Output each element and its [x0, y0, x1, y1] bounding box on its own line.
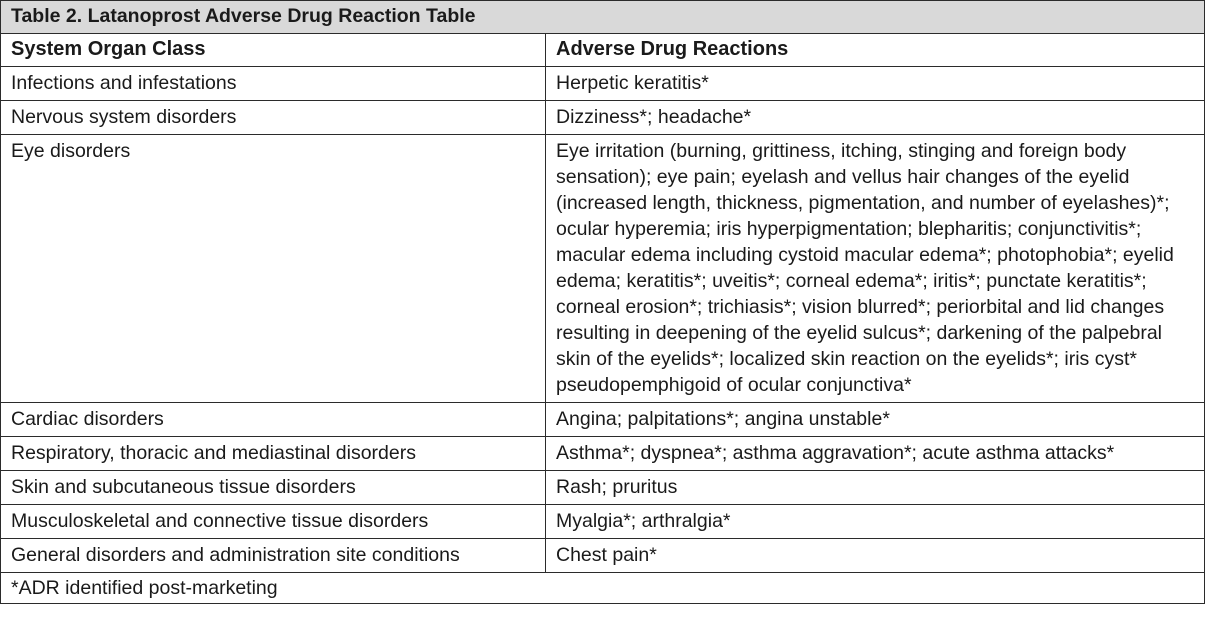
column-header-organ-class: System Organ Class: [1, 34, 546, 67]
table-row: [1, 471, 1205, 505]
reactions-cell: Asthma*; dyspnea*; asthma aggravation*; acute asthma attacks*: [546, 437, 1205, 471]
table-title-row: [1, 1, 1205, 34]
organ-class-cell: Eye disorders: [1, 135, 546, 403]
table-row: [1, 101, 1205, 135]
table-row: [1, 67, 1205, 101]
organ-class-cell: Cardiac disorders: [1, 403, 546, 437]
organ-class-cell: General disorders and administration site conditions: [1, 539, 546, 573]
table-row: [1, 403, 1205, 437]
reactions-cell: Herpetic keratitis*: [546, 67, 1205, 101]
table-row: [1, 505, 1205, 539]
organ-class-cell: Musculoskeletal and connective tissue disorders: [1, 505, 546, 539]
table-footnote-row: [1, 573, 1205, 604]
reactions-cell: Eye irritation (burning, grittiness, itching, stinging and foreign body sensation); eye pain; eyelash and vellus hair changes of the eyelid (increased length, thickness, pigmentation, and number of eyelashes)*; ocular hyperemia; iris hyperpigmentation; blepharitis; conjunctivitis*; macular edema including cystoid macular edema*; photophobia*; eyelid edema; keratitis*; uveitis*; corneal edema*; iritis*; punctate keratitis*; corneal erosion*; trichiasis*; vision blurred*; periorbital and lid changes resulting in deepening of the eyelid sulcus*; darkening of the palpebral skin of the eyelids*; localized skin reaction on the eyelids*; iris cyst* pseudopemphigoid of ocular conjunctiva*: [546, 135, 1205, 403]
table-title: Table 2. Latanoprost Adverse Drug Reaction Table: [1, 1, 1205, 34]
column-header-reactions: Adverse Drug Reactions: [546, 34, 1205, 67]
reactions-cell: Dizziness*; headache*: [546, 101, 1205, 135]
reactions-cell: Myalgia*; arthralgia*: [546, 505, 1205, 539]
reactions-cell: Angina; palpitations*; angina unstable*: [546, 403, 1205, 437]
organ-class-cell: Skin and subcutaneous tissue disorders: [1, 471, 546, 505]
reactions-cell: Chest pain*: [546, 539, 1205, 573]
reactions-cell: Rash; pruritus: [546, 471, 1205, 505]
table-row: [1, 539, 1205, 573]
organ-class-cell: Nervous system disorders: [1, 101, 546, 135]
table-footnote: *ADR identified post-marketing: [1, 573, 1205, 604]
organ-class-cell: Infections and infestations: [1, 67, 546, 101]
table-row: [1, 135, 1205, 403]
organ-class-cell: Respiratory, thoracic and mediastinal disorders: [1, 437, 546, 471]
table-header-row: [1, 34, 1205, 67]
table-row: [1, 437, 1205, 471]
